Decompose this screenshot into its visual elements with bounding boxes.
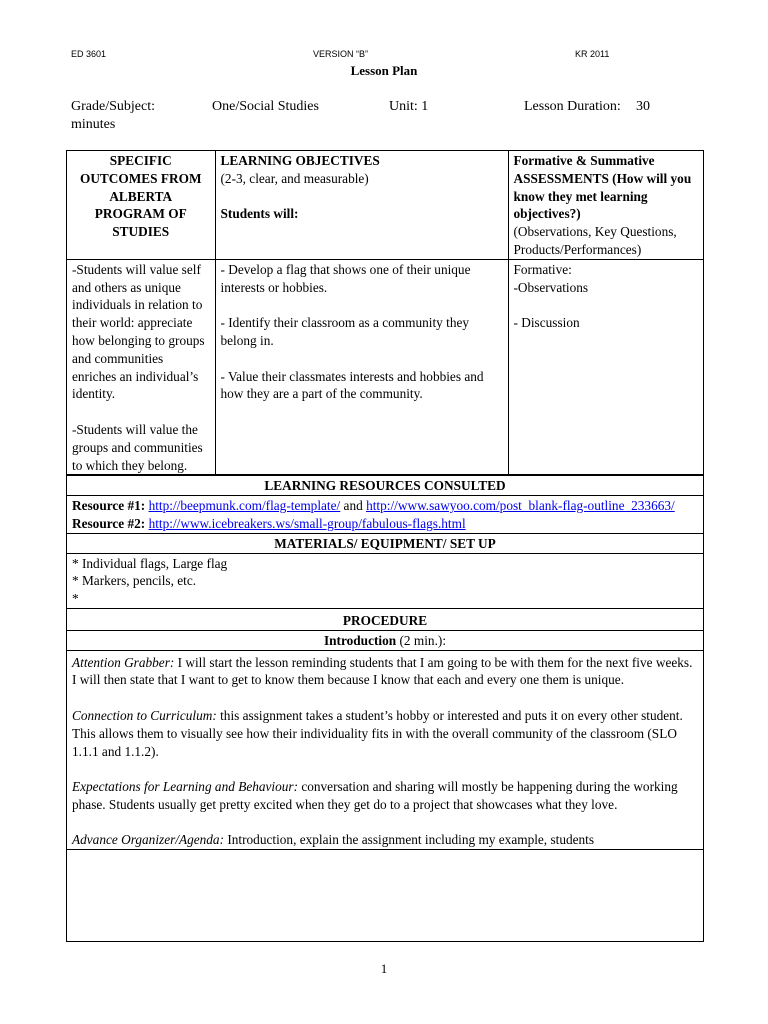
page-title: Lesson Plan <box>350 63 418 78</box>
duration-unit: minutes <box>71 117 116 132</box>
list-item: * Markers, pencils, etc. <box>72 573 197 589</box>
resource-1-label: Resource #1: <box>72 498 146 514</box>
materials-cell <box>67 553 703 608</box>
resource-1-link-a[interactable]: http://beepmunk.com/flag-template/ <box>148 498 341 514</box>
header-year: KR 2011 <box>575 49 610 59</box>
list-item: -Students will value the groups and communities to which they belong. <box>72 421 203 473</box>
duration-label: Lesson Duration: <box>524 99 621 114</box>
outcomes-header: SPECIFIC OUTCOMES FROM ALBERTA PROGRAM OF STUDIES <box>67 151 215 259</box>
list-item: * <box>72 591 79 607</box>
resources-cell <box>67 496 703 534</box>
procedure-heading: PROCEDURE <box>67 608 703 630</box>
list-item: - Identify their classroom as a community they belong in. <box>220 315 470 348</box>
list-item: -Students will value self and others as unique individuals in relation to their world: appreciate how belonging to groups and communities enriches an individual’s identity. <box>72 261 205 402</box>
duration-value: 30 <box>636 99 650 114</box>
list-item: -Observations <box>513 279 589 295</box>
resource-and: and <box>340 498 367 514</box>
list-item: - Value their classmates interests and hobbies and how they are a part of the community. <box>220 368 484 402</box>
table-row <box>67 259 703 475</box>
unit-label: Unit: 1 <box>389 99 429 114</box>
assessments-cell <box>508 259 703 475</box>
resources-heading: LEARNING RESOURCES CONSULTED <box>67 476 703 496</box>
list-item: * Individual flags, Large flag <box>72 555 228 571</box>
objectives-header: LEARNING OBJECTIVES (2-3, clear, and measurable) Students will: <box>215 151 508 259</box>
list-item: - Discussion <box>513 315 580 331</box>
assessments-header: Formative & Summative ASSESSMENTS (How will you know they met learning objectives?) (Observations, Key Questions, Products/Performances) <box>508 151 703 259</box>
materials-heading: MATERIALS/ EQUIPMENT/ SET UP <box>67 533 703 553</box>
procedure-section: Attention Grabber: I will start the lesson reminding students that I am going to be with them for the next five weeks. I will then state that I want to get to know them because I know that each and every one them is unique. <box>72 654 693 688</box>
introduction-heading: Introduction (2 min.): <box>67 630 703 650</box>
list-item: - Develop a flag that shows one of their unique interests or hobbies. <box>220 261 471 295</box>
procedure-section: Connection to Curriculum: this assignment takes a student’s hobby or interested and puts it on every other student. This allows them to visually see how their individuality fits in with the overall community of the classroom (SLO 1.1.1 and 1.1.2). <box>72 707 683 759</box>
resource-2-link[interactable]: http://www.icebreakers.ws/small-group/fabulous-flags.html <box>148 515 466 531</box>
introduction-cell <box>67 650 703 850</box>
list-item: Formative: <box>513 261 572 277</box>
grade-label: Grade/Subject: <box>71 99 155 114</box>
resource-2-label: Resource #2: <box>72 515 146 531</box>
resource-1-link-b[interactable]: http://www.sawyoo.com/post_blank-flag-outline_233663/ <box>366 498 675 514</box>
outcomes-cell <box>67 259 215 475</box>
procedure-section: Expectations for Learning and Behaviour: conversation and sharing will mostly be happening during the working phase. Students usually get pretty excited when they get do to a project that showcases what they love. <box>72 779 678 812</box>
objectives-cell <box>215 259 508 475</box>
header-course-code: ED 3601 <box>71 49 107 59</box>
page-number: 1 <box>380 961 388 976</box>
table-header-row <box>67 151 703 259</box>
outcomes-table <box>67 151 703 475</box>
lesson-plan-table <box>66 150 704 942</box>
resources-table <box>67 475 703 850</box>
procedure-section: Advance Organizer/Agenda: Introduction, explain the assignment including my example, students <box>72 832 595 848</box>
header-version: VERSION “B” <box>313 49 369 59</box>
grade-value: One/Social Studies <box>212 99 319 114</box>
